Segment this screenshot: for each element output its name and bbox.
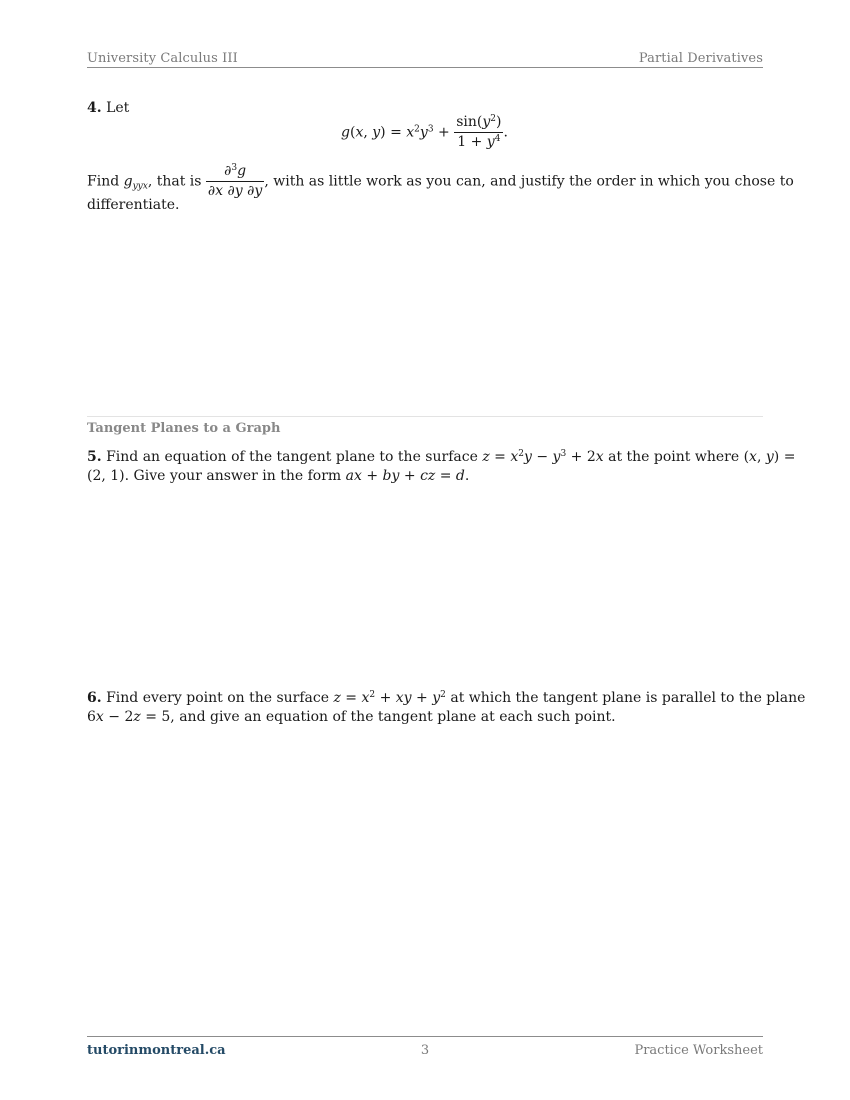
header-divider (87, 67, 763, 68)
problem-4-display-equation: g(x, $y) = x^2y^3$ + $\frac{\sin(y^2)}{1 + y^4}$ . (341, 114, 508, 150)
problem-6-text-line-1: 6. Find every point on the surface $z = x^2$ + xy + $y^2$ at which the tangent plane is parallel to the plane (87, 690, 806, 706)
problem-6-text-line-2: 6x − 2z = 5, and give an equation of the tangent plane at each such point. (87, 709, 616, 725)
problem-4-intro-text: Let (106, 100, 130, 116)
problem-5-number: 5. (87, 449, 102, 465)
course-title: University Calculus III (87, 51, 238, 66)
problem-4-intro (87, 99, 129, 118)
problem-4-text-line-1: Find $g_{yyx}$, that is $\frac{\partial^3g}{\partial x \partial y \partial y}$ , with as little work as you can, and justify the order in which you chose to (87, 163, 794, 199)
problem-4-text-line-2: differentiate. (87, 197, 180, 213)
problem-5-text-line-1: 5. Find an equation of the tangent plane to the surface $z = x^2y - y^3 + 2x$ at the point where (x, y) = (87, 449, 796, 465)
problem-4-number: 4. (87, 100, 102, 116)
site-link[interactable]: tutorinmontreal.ca (87, 1043, 226, 1058)
partial-derivative-fraction: $\frac{\partial^3g}{\partial x \partial y \partial y}$ (207, 163, 263, 199)
footer-divider (87, 1036, 763, 1037)
equation-fraction: $\frac{\sin(y^2)}{1 + y^4}$ (456, 114, 502, 150)
section-divider (87, 416, 763, 417)
section-title: Tangent Planes to a Graph (87, 421, 281, 436)
problem-6-number: 6. (87, 690, 102, 706)
problem-5-text-line-2: (2, 1). Give your answer in the form ax + by + cz = d. (87, 468, 470, 484)
page-number: 3 (420, 1043, 430, 1058)
footer-label: Practice Worksheet (634, 1043, 763, 1058)
topic-title: Partial Derivatives (638, 51, 763, 66)
